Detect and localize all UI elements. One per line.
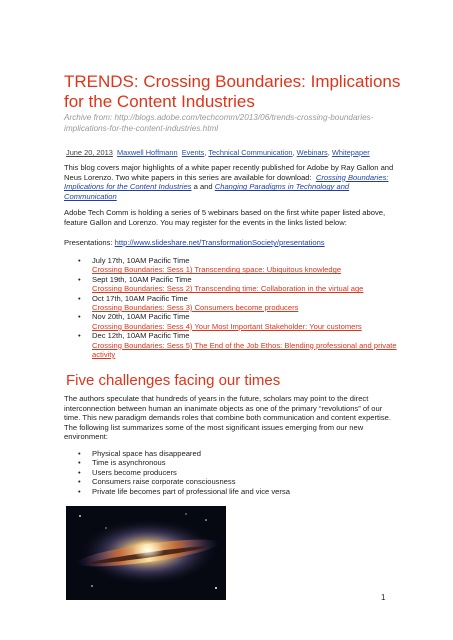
whitepaper-link-1[interactable]: Crossing Boundaries: Implications for the Content Industries	[64, 172, 389, 192]
list-item	[78, 312, 398, 331]
webinar-list	[78, 256, 398, 359]
webinar-link[interactable]: Crossing Boundaries: Sess 5) The End of the Job Ethos: Blending professional and private activity	[92, 340, 397, 360]
bullet-icon: •	[78, 312, 81, 322]
webinar-link[interactable]: Crossing Boundaries: Sess 3) Consumers become producers	[92, 303, 299, 313]
challenge-text: Physical space has disappeared	[92, 449, 201, 458]
presentations-link[interactable]: http://www.slideshare.net/TransformationSociety/presentations	[114, 238, 325, 247]
section-heading: Five challenges facing our times	[66, 372, 281, 389]
presentations-label: Presentations:	[64, 238, 113, 247]
intro-text: This blog covers major highlights of a white paper recently published for Adobe by Ray Gallon and Neus Lorenzo. Two white papers in this series are available for download:	[64, 163, 394, 182]
tag-whitepaper[interactable]: Whitepaper	[331, 148, 370, 157]
intro-paragraph	[64, 163, 399, 201]
challenges-paragraph: The authors speculate that hundreds of years in the future, scholars may point to the direct interconnection between human an inanimate objects as one of the primary “revolutions” of our time. This new paradigm demands roles that combine both communication and content expertise. The following list summarizes some of the most significant issues emerging from our new environment:	[64, 394, 391, 442]
intro-and: a and	[193, 182, 213, 192]
challenges-list	[78, 449, 398, 496]
webinar-date: July 17th, 10AM Pacific Time	[92, 256, 190, 265]
bullet-icon: •	[78, 293, 81, 303]
bullet-icon: •	[78, 331, 81, 341]
webinar-link[interactable]: Crossing Boundaries: Sess 1) Transcending space: Ubiquitous knowledge	[92, 265, 342, 275]
list-item	[78, 468, 398, 477]
bullet-icon: •	[78, 449, 81, 458]
bullet-icon: •	[78, 274, 81, 284]
webinar-date: Nov 20th, 10AM Pacific Time	[92, 312, 190, 322]
post-meta: June 20, 2013 Maxwell Hoffmann Events, Technical Communication, Webinars, Whitepaper	[66, 148, 370, 157]
webinar-link[interactable]: Crossing Boundaries: Sess 4) Your Most Important Stakeholder: Your customers	[92, 321, 362, 331]
webinar-date: Oct 17th, 10AM Pacific Time	[92, 293, 188, 303]
page-title: TRENDS: Crossing Boundaries: Implications for the Content Industries	[64, 72, 401, 111]
page-number: 1	[381, 593, 386, 602]
presentations-line	[64, 238, 399, 248]
list-item	[78, 294, 398, 313]
list-item	[78, 256, 398, 275]
author-link[interactable]: Maxwell Hoffmann	[116, 148, 178, 157]
challenge-text: Time is asynchronous	[92, 458, 166, 468]
webinar-date: Sept 19th, 10AM Pacific Time	[92, 274, 192, 284]
bullet-icon: •	[78, 486, 81, 496]
challenge-text: Users become producers	[92, 467, 177, 477]
post-date[interactable]: June 20, 2013	[66, 148, 113, 157]
webinar-date: Dec 12th, 10AM Pacific Time	[92, 331, 190, 341]
bullet-icon: •	[78, 477, 81, 487]
series-paragraph: Adobe Tech Comm is holding a series of 5 webinars based on the first white paper listed above, feature Gallon and Lorenzo. You may register for the events in the links listed below:	[64, 208, 386, 227]
challenge-text: Private life becomes part of professional life and vice versa	[92, 486, 290, 496]
galaxy-icon	[66, 506, 226, 600]
bullet-icon: •	[78, 467, 81, 477]
tag-technical-communication[interactable]: Technical Communication	[208, 148, 293, 157]
archive-link[interactable]: Archive from: http://blogs.adobe.com/techcomm/2013/06/trends-crossing-boundaries-implications-for-the-content-industries.html	[64, 113, 374, 133]
challenge-text: Consumers raise corporate consciousness	[92, 477, 236, 487]
list-item	[78, 458, 398, 467]
galaxy-photo	[66, 506, 226, 600]
list-item	[78, 487, 398, 496]
tag-events[interactable]: Events	[181, 148, 205, 157]
bullet-icon: •	[78, 256, 81, 265]
list-item	[78, 275, 398, 294]
list-item	[78, 449, 398, 458]
list-item	[78, 331, 398, 359]
list-item	[78, 477, 398, 486]
bullet-icon: •	[78, 458, 81, 468]
webinar-link[interactable]: Crossing Boundaries: Sess 2) Transcending time: Collaboration in the virtual age	[92, 284, 364, 294]
whitepaper-link-2[interactable]: Changing Paradigms in Technology and Communication	[64, 182, 350, 201]
tag-webinars[interactable]: Webinars	[296, 148, 328, 157]
